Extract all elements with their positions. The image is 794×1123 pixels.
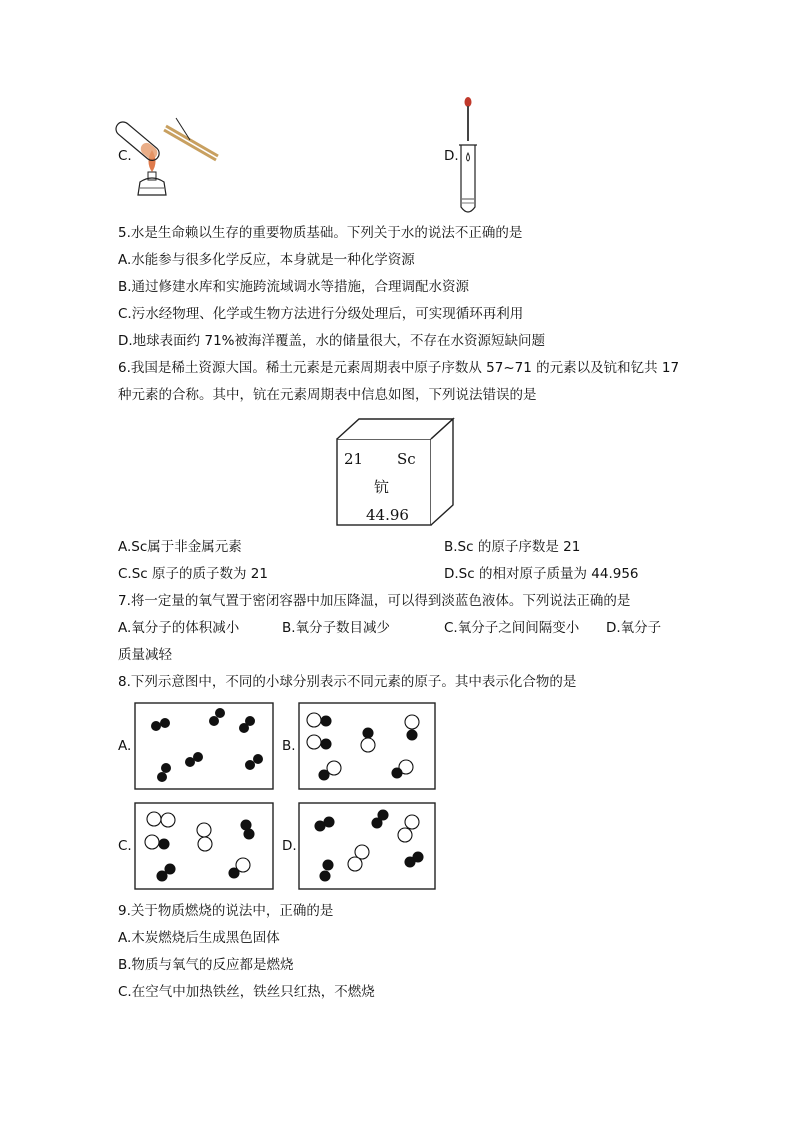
particle-box-b bbox=[298, 702, 436, 790]
particle-box-a bbox=[134, 702, 274, 790]
q9-option-c: C.在空气中加热铁丝，铁丝只红热，不燃烧 bbox=[118, 984, 375, 1000]
q6-option-b: B.Sc 的原子序数是 21 bbox=[444, 539, 581, 555]
element-mass: 44.96 bbox=[366, 506, 409, 524]
q8-label-a: A. bbox=[118, 738, 132, 754]
q6-stem-line2: 种元素的合称。其中，钪在元素周期表中信息如图，下列说法错误的是 bbox=[118, 387, 537, 403]
q7-option-b: B.氧分子数目减少 bbox=[282, 620, 391, 636]
q7-option-a: A.氧分子的体积减小 bbox=[118, 620, 240, 636]
element-name: 钪 bbox=[374, 478, 390, 496]
q6-option-c: C.Sc 原子的质子数为 21 bbox=[118, 566, 268, 582]
q6-option-a: A.Sc属于非金属元素 bbox=[118, 539, 242, 555]
dropper-test-tube-figure bbox=[455, 95, 485, 220]
q9-stem: 9.关于物质燃烧的说法中，正确的是 bbox=[118, 903, 334, 919]
q9-option-a: A.木炭燃烧后生成黑色固体 bbox=[118, 930, 280, 946]
q5-option-c: C.污水经物理、化学或生物方法进行分级处理后，可实现循环再利用 bbox=[118, 306, 524, 322]
q8-stem: 8.下列示意图中，不同的小球分别表示不同元素的原子。其中表示化合物的是 bbox=[118, 674, 577, 690]
element-atomic-number: 21 bbox=[344, 450, 364, 468]
q5-option-d: D.地球表面约 71%被海洋覆盖，水的储量很大，不存在水资源短缺问题 bbox=[118, 333, 545, 349]
option-d-label: D. bbox=[444, 148, 459, 164]
particle-box-c bbox=[134, 802, 274, 890]
particle-box-d bbox=[298, 802, 436, 890]
q8-label-b: B. bbox=[282, 738, 296, 754]
q6-stem-line1: 6.我国是稀土资源大国。稀土元素是元素周期表中原子序数从 57~71 的元素以及钪和钇共 17 bbox=[118, 360, 680, 376]
q8-label-d: D. bbox=[282, 838, 297, 854]
q9-option-b: B.物质与氧气的反应都是燃烧 bbox=[118, 957, 294, 973]
q7-option-d-continued: 质量减轻 bbox=[118, 647, 172, 663]
q8-label-c: C. bbox=[118, 838, 132, 854]
q5-option-b: B.通过修建水库和实施跨流域调水等措施，合理调配水资源 bbox=[118, 279, 470, 295]
q7-stem: 7.将一定量的氧气置于密闭容器中加压降温，可以得到淡蓝色液体。下列说法正确的是 bbox=[118, 593, 631, 609]
q7-option-c: C.氧分子之间间隔变小 bbox=[444, 620, 580, 636]
q5-option-a: A.水能参与很多化学反应，本身就是一种化学资源 bbox=[118, 252, 415, 268]
element-symbol: Sc bbox=[397, 450, 416, 468]
q6-option-d: D.Sc 的相对原子质量为 44.956 bbox=[444, 566, 639, 582]
q5-stem: 5.水是生命赖以生存的重要物质基础。下列关于水的说法不正确的是 bbox=[118, 225, 523, 241]
option-c-label: C. bbox=[118, 148, 132, 164]
heating-test-tube-figure bbox=[130, 100, 225, 200]
q7-option-d: D.氧分子 bbox=[606, 620, 662, 636]
